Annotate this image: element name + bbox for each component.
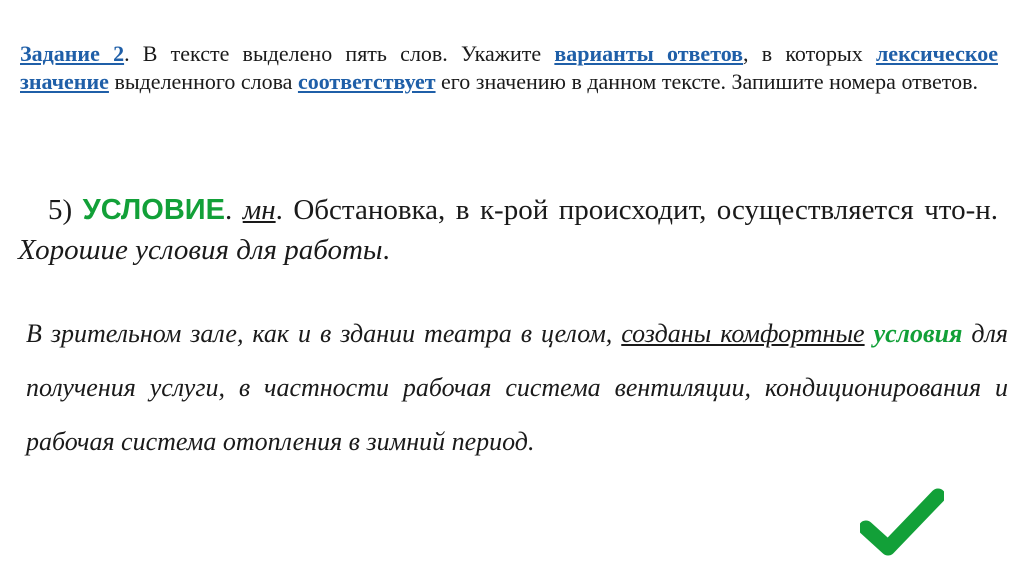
task-text-1: В тексте выделено пять слов. Укажите [129,41,555,66]
dictionary-definition [18,190,998,270]
task-link-lexical-meaning: лексическое значение [20,41,998,94]
example-part-2: для получения услуги, в частности рабочая система вентиляции, кондиционирования и рабочая система отопления в зимний период. [26,319,1009,456]
definition-end: . [382,234,390,266]
task-text-3: выделенного слова [108,69,298,94]
example-part-1: В зрительном зале, как и в здании театра в целом, [26,319,622,348]
task-link-corresponds: соответствует [297,69,436,94]
example-sentence [26,307,1008,469]
definition-text: . Обстановка, в к-рой происходит, осуществляется что-н. [275,194,999,226]
example-underlined-phrase: созданы комфортные [621,319,865,348]
task-text-2: , в которых [743,41,876,66]
definition-dot: . [224,194,243,226]
definition-number: 5) [48,194,83,226]
example-highlight-word: условия [873,319,963,348]
task-instructions [20,40,998,96]
task-label-dot: . [124,41,130,66]
definition-word: УСЛОВИЕ [82,194,225,226]
task-text-4: его значению в данном тексте. Запишите номера ответов. [435,69,979,94]
task-link-answer-options: варианты ответов [554,41,744,66]
task-label: Задание 2 [20,41,125,66]
checkmark-icon [860,488,944,558]
definition-example: Хорошие условия для работы [18,234,383,266]
example-space [865,319,874,348]
definition-abbreviation: мн [242,194,276,226]
